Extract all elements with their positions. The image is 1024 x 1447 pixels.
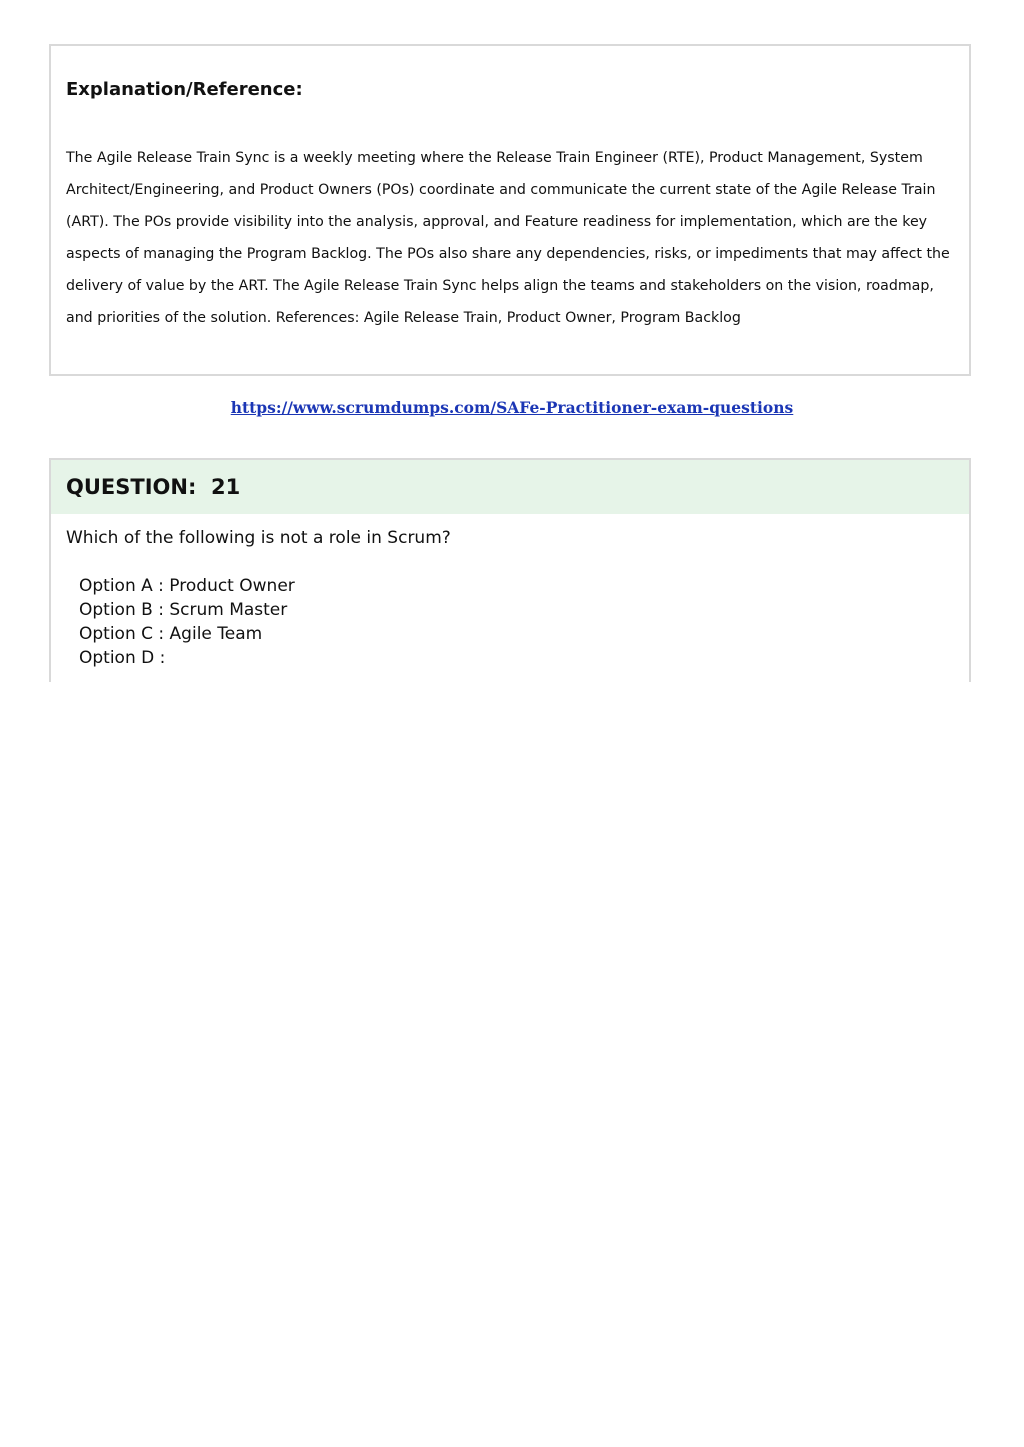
question-panel [49,458,971,682]
option-c: Option C : Agile Team [79,624,263,644]
question-header [51,460,969,514]
question-text: Which of the following is not a role in Scrum? [66,528,451,548]
exam-questions-link[interactable]: https://www.scrumdumps.com/SAFe-Practitioner-exam-questions [230,398,794,417]
explanation-panel [49,44,971,376]
option-b: Option B : Scrum Master [79,600,288,620]
explanation-body: The Agile Release Train Sync is a weekly meeting where the Release Train Engineer (RTE), Product Management, System Architect/Engineering, and Product Owners (POs) coordinate and communicate the current state of the Agile Release Train (ART). The POs provide visibility into the analysis, approval, and Feature readiness for implementation, which are the key aspects of managing the Program Backlog. The POs also share any dependencies, risks, or impediments that may affect the delivery of value by the ART. The Agile Release Train Sync helps align the teams and stakeholders on the vision, roadmap, and priorities of the solution. References: Agile Release Train, Product Owner, Program Backlog [66,150,950,326]
option-list [79,574,295,670]
link-container [0,397,1024,419]
option-d: Option D : [79,648,166,668]
question-number: QUESTION: 21 [66,475,241,499]
explanation-title: Explanation/Reference: [66,79,303,100]
option-a: Option A : Product Owner [79,576,295,596]
